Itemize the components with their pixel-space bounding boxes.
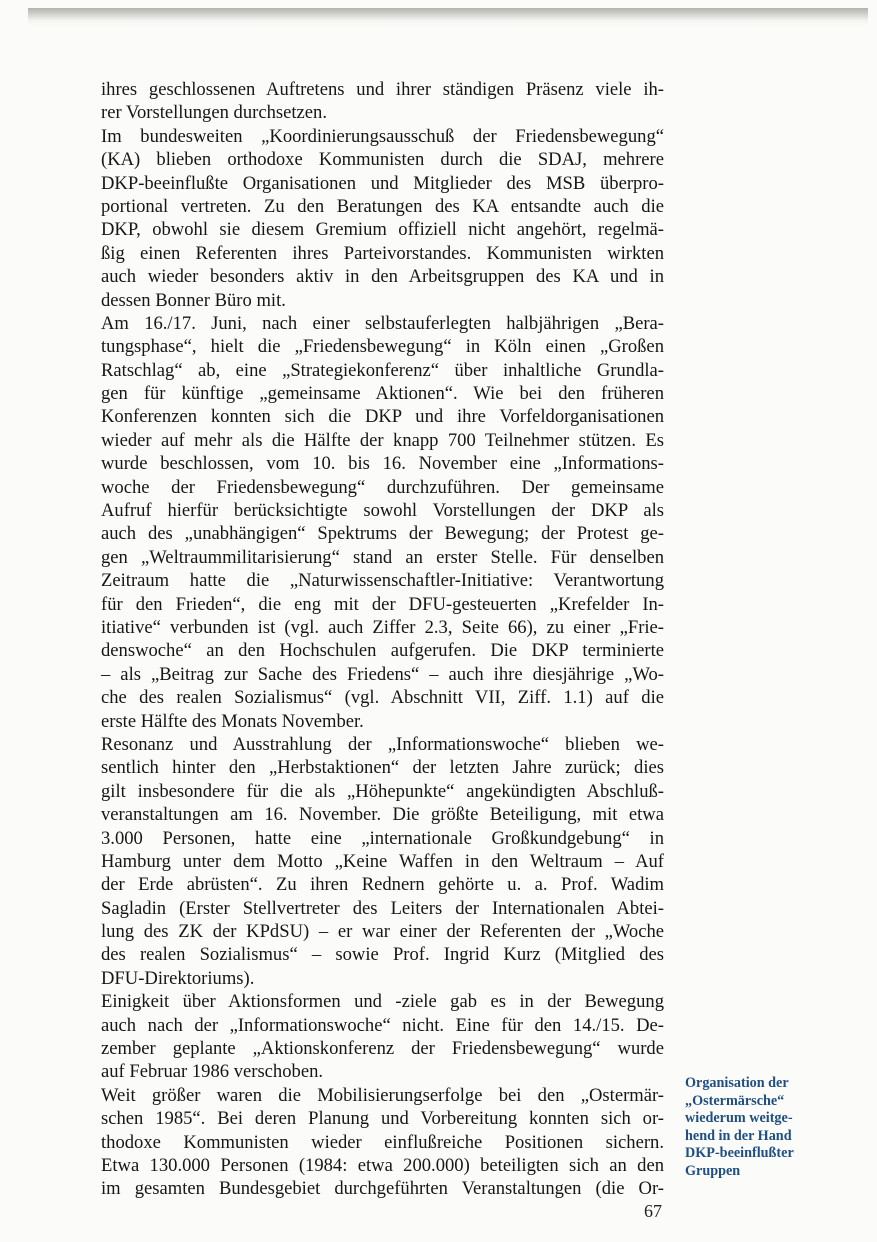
body-line-21: gen „Weltraummilitarisierung“ stand an erster Stelle. Für denselben [101, 546, 664, 568]
marginal-note-line-5: DKP-beeinflußter [685, 1145, 794, 1162]
body-line-22: Zeitraum hatte die „Naturwissenschaftler-Initiative: Verantwortung [101, 570, 664, 592]
body-line-23: für den Frieden“, die eng mit der DFU-gesteuerten „Krefelder In- [101, 593, 664, 615]
marginal-note [685, 1075, 825, 1181]
body-line-30: sentlich hinter den „Herbstaktionen“ der letzten Jahre zurück; dies [101, 757, 664, 779]
body-line-43: auf Februar 1986 verschoben. [101, 1061, 324, 1083]
body-line-8: ßig einen Referenten ihres Parteivorstandes. Kommunisten wirkten [101, 242, 664, 264]
body-line-34: Hamburg unter dem Motto „Keine Waffen in den Weltraum – Auf [101, 850, 664, 872]
body-line-7: DKP, obwohl sie diesem Gremium offiziell nicht angehört, regelmä- [101, 219, 664, 241]
body-line-44: Weit größer waren die Mobilisierungserfolge bei den „Ostermär- [101, 1084, 664, 1106]
body-line-16: wieder auf mehr als die Hälfte der knapp 700 Teilnehmer stützen. Es [101, 429, 664, 451]
body-line-5: DKP-beeinflußte Organisationen und Mitglieder des MSB überpro- [101, 172, 664, 194]
body-line-48: im gesamten Bundesgebiet durchgeführten Veranstaltungen (die Or- [101, 1178, 664, 1200]
body-line-46: thodoxe Kommunisten wieder einflußreiche Positionen sichern. [101, 1131, 664, 1153]
body-line-25: denswoche“ an den Hochschulen aufgerufen. Die DKP terminierte [101, 640, 664, 662]
body-line-28: erste Hälfte des Monats November. [101, 710, 364, 732]
page-top-shadow [28, 8, 868, 26]
body-line-40: Einigkeit über Aktionsformen und -ziele gab es in der Bewegung [101, 991, 664, 1013]
body-line-32: veranstaltungen am 16. November. Die größte Beteiligung, mit etwa [101, 804, 664, 826]
body-line-1: ihres geschlossenen Auftretens und ihrer ständigen Präsenz viele ih- [101, 79, 664, 100]
body-line-26: – als „Beitrag zur Sache des Friedens“ – auch ihre diesjährige „Wo- [101, 663, 664, 685]
body-line-10: dessen Bonner Büro mit. [101, 289, 286, 311]
body-line-29: Resonanz und Ausstrahlung der „Informationswoche“ blieben we- [101, 733, 664, 755]
body-line-12: tungsphase“, hielt die „Friedensbewegung“ in Köln einen „Großen [101, 336, 664, 358]
body-line-17: wurde beschlossen, vom 10. bis 16. November eine „Informations- [101, 453, 664, 475]
body-line-6: portional vertreten. Zu den Beratungen des KA entsandte auch die [101, 195, 664, 217]
body-line-37: lung des ZK der KPdSU) – er war einer der Referenten der „Woche [101, 921, 664, 943]
body-line-18: woche der Friedensbewegung“ durchzuführen. Der gemeinsame [101, 476, 664, 498]
body-line-13: Ratschlag“ ab, eine „Strategiekonferenz“ über inhaltliche Grundla- [101, 359, 664, 381]
body-line-38: des realen Sozialismus“ – sowie Prof. Ingrid Kurz (Mitglied des [101, 944, 664, 966]
marginal-note-line-2: „Ostermärsche“ [685, 1092, 785, 1109]
body-line-47: Etwa 130.000 Personen (1984: etwa 200.000) beteiligten sich an den [101, 1154, 664, 1176]
body-line-15: Konferenzen konnten sich die DKP und ihre Vorfeldorganisationen [101, 406, 664, 428]
body-line-14: gen für künftige „gemeinsame Aktionen“. Wie bei den früheren [101, 383, 664, 405]
body-line-2: rer Vorstellungen durchsetzen. [101, 102, 327, 124]
body-line-19: Aufruf hierfür berücksichtigte sowohl Vorstellungen der DKP als [101, 500, 664, 522]
body-line-20: auch des „unabhängigen“ Spektrums der Bewegung; der Protest ge- [101, 523, 664, 545]
body-line-39: DFU-Direktoriums). [101, 967, 255, 989]
body-line-42: zember geplante „Aktionskonferenz der Friedensbewegung“ wurde [101, 1038, 664, 1060]
body-line-36: Sagladin (Erster Stellvertreter des Leiters der Internationalen Abtei- [101, 897, 664, 919]
body-line-33: 3.000 Personen, hatte eine „internationale Großkundgebung“ in [101, 827, 664, 849]
body-line-35: der Erde abrüsten“. Zu ihren Rednern gehörte u. a. Prof. Wadim [101, 874, 664, 896]
marginal-note-line-1: Organisation der [685, 1075, 789, 1091]
body-line-11: Am 16./17. Juni, nach einer selbstauferlegten halbjährigen „Bera- [101, 312, 664, 334]
body-line-4: (KA) blieben orthodoxe Kommunisten durch die SDAJ, mehrere [101, 149, 664, 171]
marginal-note-line-6: Gruppen [685, 1162, 741, 1179]
body-line-24: itiative“ verbunden ist (vgl. auch Ziffer 2.3, Seite 66), zu einer „Frie- [101, 616, 664, 638]
body-line-3: Im bundesweiten „Koordinierungsausschuß der Friedensbewegung“ [101, 125, 664, 147]
marginal-note-line-4: hend in der Hand [685, 1127, 792, 1144]
main-text-column [101, 78, 664, 1201]
body-line-27: che des realen Sozialismus“ (vgl. Abschnitt VII, Ziff. 1.1) auf die [101, 687, 664, 709]
page-number: 67 [644, 1201, 662, 1221]
marginal-note-line-3: wiederum weitge- [685, 1110, 793, 1127]
body-line-9: auch wieder besonders aktiv in den Arbeitsgruppen des KA und in [101, 266, 664, 288]
body-line-41: auch nach der „Informationswoche“ nicht. Eine für den 14./15. De- [101, 1014, 664, 1036]
body-line-45: schen 1985“. Bei deren Planung und Vorbereitung konnten sich or- [101, 1108, 664, 1130]
body-line-31: gilt insbesondere für die als „Höhepunkte“ angekündigten Abschluß- [101, 780, 664, 802]
